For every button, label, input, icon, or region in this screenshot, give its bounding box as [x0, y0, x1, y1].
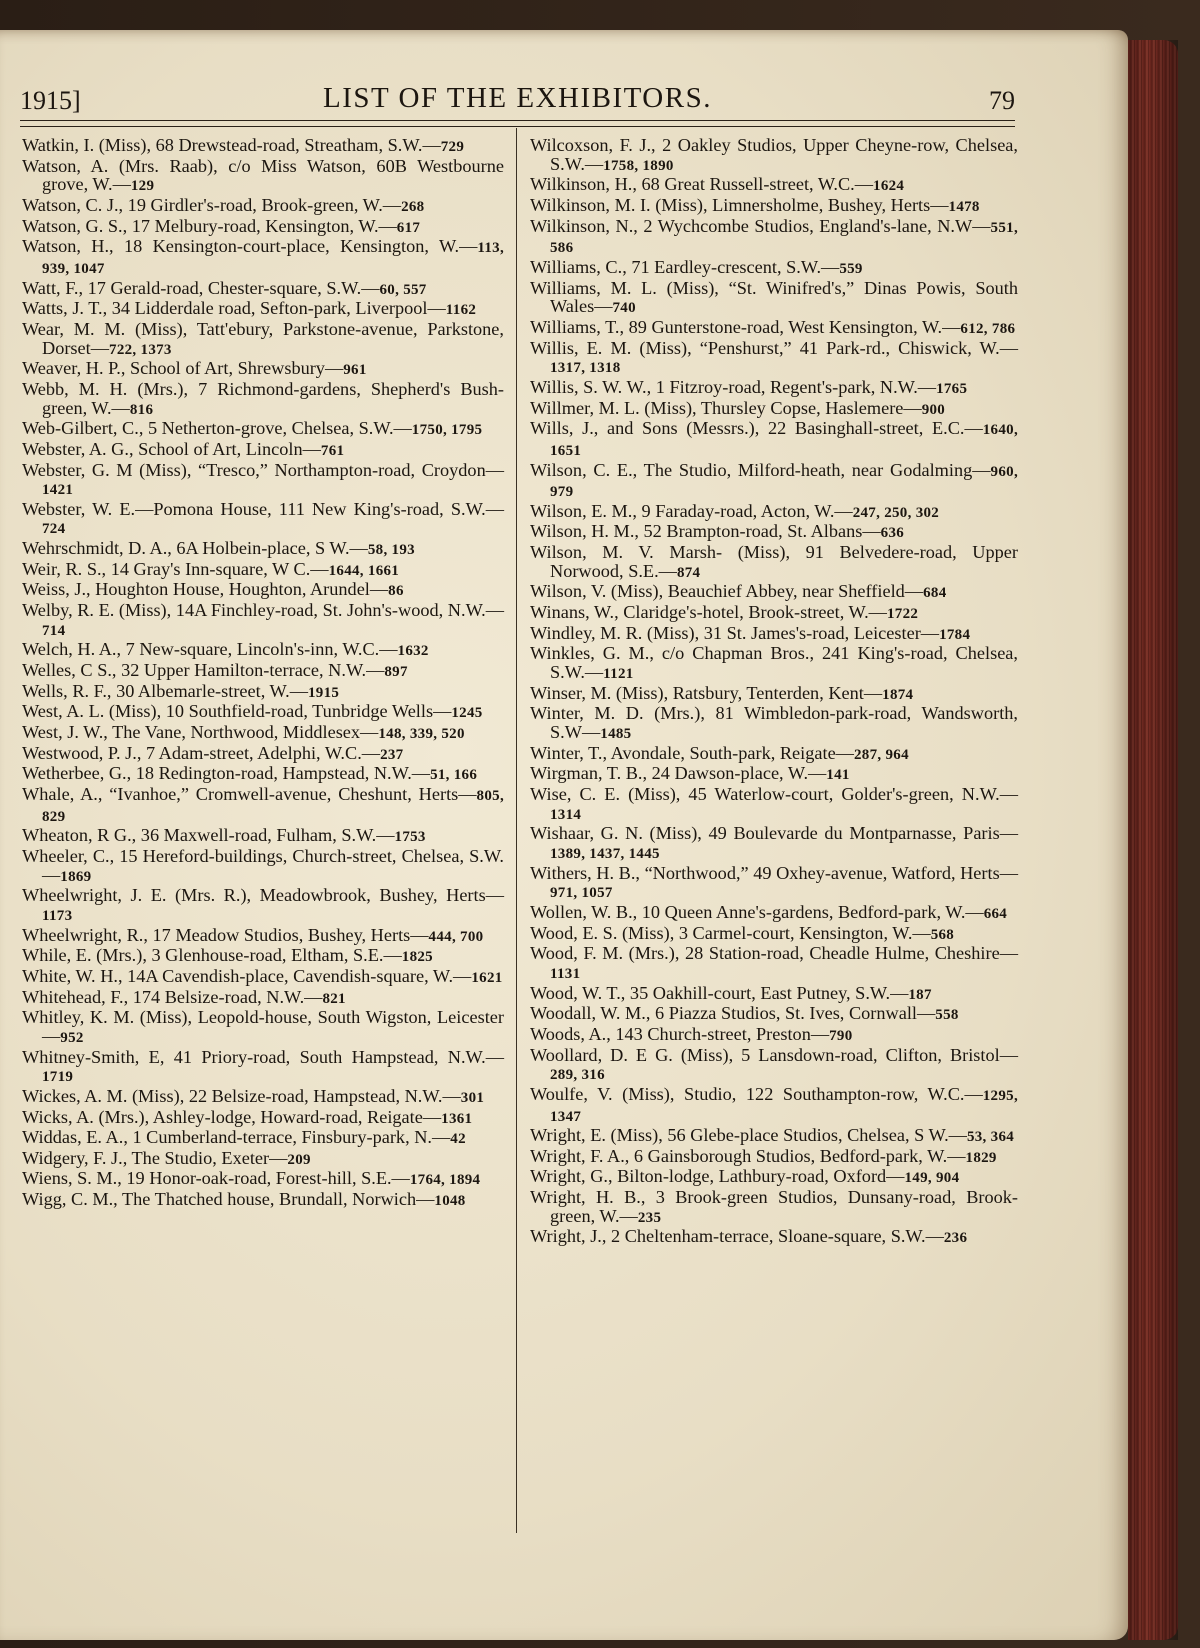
exhibit-numbers: 1173: [42, 907, 73, 924]
exhibitor-entry: [22, 640, 504, 661]
exhibitor-entry: [22, 136, 504, 157]
exhibitor-entry: [22, 461, 504, 500]
exhibitor-entry: [22, 847, 504, 886]
exhibitor-address: Watt, F., 17 Gerald-road, Chester-square, S.W.—: [22, 277, 380, 298]
exhibitor-address: Wright, J., 2 Cheltenham-terrace, Sloane-square, S.W.—: [530, 1226, 944, 1247]
exhibitor-entry: [530, 502, 1018, 523]
exhibitor-entry: [22, 988, 504, 1009]
exhibit-numbers: 209: [287, 1151, 311, 1168]
exhibitor-entry: [530, 175, 1018, 196]
exhibit-numbers: 1719: [42, 1069, 74, 1086]
exhibit-numbers: 53, 364: [966, 1129, 1015, 1146]
exhibitor-address: Wilkinson, M. I. (Miss), Limnersholme, Bushey, Herts—: [530, 194, 949, 215]
exhibitor-entry: [530, 522, 1018, 543]
exhibitor-address: Web-Gilbert, C., 5 Netherton-grove, Chelsea, S.W.—: [22, 418, 412, 439]
exhibit-numbers: 1784: [939, 626, 971, 643]
exhibitor-entry: [530, 1126, 1018, 1147]
exhibit-numbers: 664: [983, 905, 1008, 922]
exhibitor-entry: [22, 380, 504, 419]
exhibit-numbers: 1295, 1347: [550, 1087, 1018, 1125]
exhibitor-address: Wilson, H. M., 52 Brampton-road, St. Albans—: [530, 521, 881, 542]
exhibitor-entry: [22, 826, 504, 847]
exhibitor-address: Watson, G. S., 17 Melbury-road, Kensington, W.—: [22, 215, 397, 236]
exhibit-numbers: 1162: [445, 302, 477, 319]
exhibitor-address: Wigg, C. M., The Thatched house, Brundall, Norwich—: [22, 1189, 435, 1210]
exhibit-numbers: 444, 700: [428, 928, 484, 945]
exhibitor-entry: [22, 299, 504, 320]
exhibit-numbers: 551, 586: [550, 219, 1018, 257]
exhibitor-address: Weir, R. S., 14 Gray's Inn-square, W C.—: [22, 558, 329, 579]
exhibit-numbers: 900: [921, 401, 946, 418]
page-header: [20, 50, 1015, 115]
exhibit-numbers: 237: [380, 746, 404, 763]
exhibit-numbers: 636: [880, 525, 905, 542]
exhibit-numbers: 1874: [882, 686, 914, 703]
exhibitor-address: Webster, A. G., School of Art, Lincoln—: [22, 438, 321, 459]
exhibit-numbers: 558: [935, 1007, 959, 1024]
exhibitor-address: Webster, G. M (Miss), “Tresco,” Northampton-road, Croydon—: [22, 459, 504, 480]
exhibitor-entry: [530, 543, 1018, 582]
exhibitor-address: Widgery, F. J., The Studio, Exeter—: [22, 1147, 288, 1168]
exhibitor-entry: [530, 764, 1018, 785]
exhibitor-address: Winkles, G. M., c/o Chapman Bros., 241 King's-road, Chelsea, S.W.—: [530, 643, 1018, 683]
exhibitor-entry: [530, 624, 1018, 645]
exhibitor-entry: [22, 580, 504, 601]
exhibitor-entry: [22, 661, 504, 682]
exhibit-numbers: 287, 964: [853, 746, 909, 763]
right-column: [530, 136, 1018, 1248]
exhibitor-address: Wilkinson, N., 2 Wychcombe Studios, England's-lane, N.W—: [530, 215, 991, 236]
exhibitor-entry: [530, 217, 1018, 258]
exhibitor-address: Wiens, S. M., 19 Honor-oak-road, Forest-hill, S.E.—: [22, 1168, 410, 1189]
exhibitor-address: Wright, G., Bilton-lodge, Lathbury-road, Oxford—: [530, 1166, 905, 1187]
exhibit-numbers: 971, 1057: [550, 885, 613, 902]
exhibitor-entry: [22, 601, 504, 640]
exhibit-numbers: 1722: [886, 606, 919, 623]
exhibit-numbers: 1869: [60, 868, 92, 885]
exhibitor-entry: [22, 967, 504, 988]
exhibitor-address: Whale, A., “Ivanhoe,” Cromwell-avenue, Cheshunt, Herts—: [22, 784, 477, 804]
exhibitor-entry: [22, 560, 504, 581]
exhibitor-entry: [22, 1149, 504, 1170]
exhibitor-entry: [530, 339, 1018, 378]
exhibitor-address: Watson, A. (Mrs. Raab), c/o Miss Watson, 60B Westbourne grove, W.—: [22, 155, 504, 195]
exhibitor-entry: [22, 744, 504, 765]
exhibitor-address: Whitley, K. M. (Miss), Leopold-house, South Wigston, Leicester—: [22, 1007, 504, 1046]
exhibitor-address: Wickes, A. M. (Miss), 22 Belsize-road, Hampstead, N.W.—: [22, 1085, 461, 1106]
exhibitor-entry: [22, 946, 504, 967]
exhibitor-address: Westwood, P. J., 7 Adam-street, Adelphi, W.C.—: [22, 742, 381, 763]
exhibitor-address: Wilkinson, H., 68 Great Russell-street, W.C.—: [530, 174, 874, 195]
exhibit-numbers: 559: [839, 260, 863, 277]
exhibitor-address: Winans, W., Claridge's-hotel, Brook-street, W.—: [530, 602, 887, 623]
exhibit-numbers: 1131: [550, 965, 581, 982]
exhibitor-address: Wetherbee, G., 18 Redington-road, Hampstead, N.W.—: [22, 763, 431, 784]
exhibit-numbers: 961: [343, 362, 367, 379]
exhibitor-address: Windley, M. R. (Miss), 31 St. James's-road, Leicester—: [530, 622, 940, 643]
exhibit-numbers: 1245: [451, 705, 483, 722]
exhibit-numbers: 60, 557: [379, 281, 427, 298]
exhibitor-address: Watson, H., 18 Kensington-court-place, Kensington, W.—: [22, 236, 478, 257]
exhibitor-address: Wood, W. T., 35 Oakhill-court, East Putney, S.W.—: [530, 982, 909, 1003]
exhibitor-address: Wright, F. A., 6 Gainsborough Studios, Bedford-park, W.—: [530, 1145, 966, 1166]
exhibitor-entry: [530, 704, 1018, 743]
exhibitor-entry: [530, 944, 1018, 983]
exhibit-numbers: 1829: [965, 1149, 997, 1166]
exhibitor-address: Wheaton, R G., 36 Maxwell-road, Fulham, S.W.—: [22, 825, 395, 846]
exhibit-numbers: 289, 316: [550, 1067, 605, 1084]
exhibitor-address: Withers, H. B., “Northwood,” 49 Oxhey-avenue, Watford, Herts—: [530, 862, 1018, 883]
exhibitor-address: Wise, C. E. (Miss), 45 Waterlow-court, Golder's-green, N.W.—: [530, 784, 1018, 804]
exhibitor-address: Wells, R. F., 30 Albemarle-street, W.—: [22, 680, 308, 701]
exhibitor-address: Winter, T., Avondale, South-park, Reigate—: [530, 742, 854, 763]
exhibit-numbers: 149, 904: [904, 1170, 960, 1187]
exhibit-numbers: 141: [826, 767, 850, 784]
exhibitor-entry: [530, 1167, 1018, 1188]
exhibit-numbers: 714: [42, 622, 66, 639]
exhibitor-address: Welles, C S., 32 Upper Hamilton-terrace, N.W.—: [22, 660, 385, 681]
exhibit-numbers: 148, 339, 520: [378, 726, 465, 743]
exhibit-numbers: 1048: [434, 1193, 466, 1210]
exhibit-numbers: 617: [396, 219, 421, 236]
exhibit-numbers: 113, 939, 1047: [42, 240, 504, 277]
exhibitor-entry: [22, 1108, 504, 1129]
exhibit-numbers: 236: [943, 1230, 968, 1247]
exhibitor-address: Watts, J. T., 34 Lidderdale road, Sefton-park, Liverpool—: [22, 298, 446, 319]
exhibit-numbers: 1765: [936, 380, 968, 397]
exhibitor-entry: [530, 1227, 1018, 1248]
exhibit-numbers: 58, 193: [367, 542, 415, 559]
exhibitor-entry: [530, 684, 1018, 705]
exhibitor-address: West, A. L. (Miss), 10 Southfield-road, Tunbridge Wells—: [22, 701, 452, 722]
exhibitor-entry: [530, 1147, 1018, 1168]
exhibitor-entry: [22, 279, 504, 300]
exhibitor-address: Woodall, W. M., 6 Piazza Studios, St. Ives, Cornwall—: [530, 1003, 936, 1024]
exhibitor-address: Wheelwright, J. E. (Mrs. R.), Meadowbrook, Bushey, Herts—: [22, 885, 504, 906]
exhibitor-entry: [22, 359, 504, 380]
exhibitor-entry: [530, 824, 1018, 863]
exhibitor-entry: [22, 440, 504, 461]
exhibitor-entry: [22, 217, 504, 238]
exhibitor-address: Willis, E. M. (Miss), “Penshurst,” 41 Park-rd., Chiswick, W.—: [530, 337, 1018, 358]
exhibitor-address: Wicks, A. (Mrs.), Ashley-lodge, Howard-road, Reigate—: [22, 1106, 442, 1127]
exhibitor-entry: [530, 196, 1018, 217]
exhibit-numbers: 1758, 1890: [603, 157, 674, 174]
exhibitor-address: Wear, M. M. (Miss), Tatt'ebury, Parkstone-avenue, Parkstone, Dorset—: [22, 318, 504, 358]
exhibit-numbers: 1753: [394, 829, 426, 846]
exhibit-numbers: 612, 786: [960, 320, 1016, 337]
exhibit-numbers: 1361: [441, 1110, 473, 1127]
exhibitor-address: Widdas, E. A., 1 Cumberland-terrace, Finsbury-park, N.—: [22, 1127, 451, 1148]
exhibitor-address: Webster, W. E.—Pomona House, 111 New King's-road, S.W.—: [22, 498, 504, 519]
exhibitor-address: Willis, S. W. W., 1 Fitzroy-road, Regent's-park, N.W.—: [530, 376, 937, 397]
exhibitor-entry: [22, 1087, 504, 1108]
exhibitor-address: Wishaar, G. N. (Miss), 49 Boulevarde du Montparnasse, Paris—: [530, 823, 1018, 844]
exhibitor-entry: [530, 1085, 1018, 1126]
exhibitor-address: Weiss, J., Houghton House, Houghton, Arundel—: [22, 579, 389, 600]
exhibit-numbers: 761: [320, 442, 345, 459]
exhibitor-address: Wood, E. S. (Miss), 3 Carmel-court, Kensington, W.—: [530, 922, 931, 943]
exhibitor-entry: [530, 864, 1018, 903]
exhibit-numbers: 1825: [401, 949, 433, 966]
header-rule-thin: [20, 126, 1015, 127]
exhibit-numbers: 42: [450, 1131, 466, 1148]
exhibitor-entry: [530, 1046, 1018, 1085]
exhibitor-address: Webb, M. H. (Mrs.), 7 Richmond-gardens, Shepherd's Bush-green, W.—: [22, 378, 504, 418]
exhibit-numbers: 684: [923, 585, 947, 602]
exhibitor-address: Whitehead, F., 174 Belsize-road, N.W.—: [22, 986, 323, 1007]
exhibitor-address: Wollen, W. B., 10 Queen Anne's-gardens, Bedford-park, W.—: [530, 901, 984, 922]
exhibit-numbers: 724: [42, 521, 66, 538]
exhibitor-address: Watkin, I. (Miss), 68 Drewstead-road, Streatham, S.W.—: [22, 135, 441, 155]
exhibit-numbers: 1915: [307, 684, 340, 701]
exhibit-numbers: 235: [637, 1209, 662, 1226]
exhibitor-address: Wright, E. (Miss), 56 Glebe-place Studios, Chelsea, S W.—: [530, 1125, 967, 1146]
exhibitor-address: Wehrschmidt, D. A., 6A Holbein-place, S W.—: [22, 538, 368, 559]
exhibitor-address: Williams, M. L. (Miss), “St. Winifred's,” Dinas Powis, South Wales—: [530, 277, 1018, 317]
exhibit-numbers: 1624: [873, 178, 905, 195]
exhibit-numbers: 129: [130, 178, 155, 195]
exhibitor-address: Whitney-Smith, E, 41 Priory-road, South Hampstead, N.W.—: [22, 1046, 504, 1067]
exhibit-numbers: 1317, 1318: [550, 360, 621, 377]
exhibitor-entry: [530, 603, 1018, 624]
exhibitor-entry: [530, 461, 1018, 502]
exhibitor-entry: [530, 785, 1018, 824]
exhibitor-entry: [530, 984, 1018, 1005]
exhibit-numbers: 568: [930, 926, 955, 943]
exhibitor-entry: [22, 702, 504, 723]
exhibit-numbers: 1640, 1651: [550, 422, 1018, 459]
exhibitor-address: While, E. (Mrs.), 3 Glenhouse-road, Eltham, S.E.—: [22, 945, 402, 966]
exhibitor-entry: [530, 582, 1018, 603]
exhibitor-entry: [530, 1004, 1018, 1025]
exhibitor-entry: [530, 136, 1018, 175]
exhibit-numbers: 51, 166: [430, 767, 478, 784]
exhibitor-entry: [530, 924, 1018, 945]
exhibitor-address: Wills, J., and Sons (Messrs.), 22 Basinghall-street, E.C.—: [530, 418, 983, 439]
exhibitor-entry: [22, 723, 504, 744]
exhibit-numbers: 821: [322, 990, 346, 1007]
exhibitor-entry: [22, 237, 504, 278]
exhibitor-address: Woollard, D. E G. (Miss), 5 Lansdown-road, Clifton, Bristol—: [530, 1044, 1018, 1065]
exhibit-numbers: 1389, 1437, 1445: [550, 845, 660, 862]
exhibit-numbers: 86: [388, 583, 404, 600]
exhibit-numbers: 816: [129, 401, 154, 418]
exhibitor-entry: [22, 926, 504, 947]
exhibitor-entry: [530, 258, 1018, 279]
exhibitor-entry: [22, 419, 504, 440]
exhibitor-entry: [530, 1025, 1018, 1046]
exhibit-numbers: 187: [908, 986, 932, 1003]
column-divider: [516, 128, 517, 1533]
exhibitor-address: Welby, R. E. (Miss), 14A Finchley-road, St. John's-wood, N.W.—: [22, 600, 504, 621]
exhibitor-address: Woods, A., 143 Church-street, Preston—: [530, 1023, 830, 1044]
exhibitor-entry: [22, 320, 504, 359]
exhibitor-address: Wilcoxson, F. J., 2 Oakley Studios, Upper Cheyne-row, Chelsea, S.W.—: [530, 135, 1018, 174]
exhibit-numbers: 874: [676, 564, 701, 581]
exhibit-numbers: 897: [384, 664, 408, 681]
exhibitor-entry: [22, 500, 504, 539]
page-title: LIST OF THE EXHIBITORS.: [323, 82, 712, 114]
exhibitor-address: West, J. W., The Vane, Northwood, Middlesex—: [22, 722, 379, 743]
exhibit-numbers: 952: [60, 1029, 84, 1046]
exhibitor-entry: [530, 419, 1018, 460]
exhibitor-entry: [22, 196, 504, 217]
exhibitor-entry: [22, 764, 504, 785]
exhibitor-address: Wheelwright, R., 17 Meadow Studios, Bushey, Herts—: [22, 924, 429, 945]
exhibitor-address: Willmer, M. L. (Miss), Thursley Copse, Haslemere—: [530, 397, 922, 418]
exhibit-numbers: 1314: [550, 806, 582, 823]
exhibit-numbers: 740: [612, 300, 636, 317]
exhibit-numbers: 1485: [600, 726, 632, 743]
exhibitor-address: Wood, F. M. (Mrs.), 28 Station-road, Cheadle Hulme, Cheshire—: [530, 943, 1018, 964]
exhibitor-address: Wilson, V. (Miss), Beauchief Abbey, near Sheffield—: [530, 581, 924, 602]
exhibit-numbers: 805, 829: [42, 788, 504, 825]
exhibitor-address: Wilson, C. E., The Studio, Milford-heath, near Godalming—: [530, 459, 991, 480]
exhibitor-address: Wilson, M. V. Marsh- (Miss), 91 Belvedere-road, Upper Norwood, S.E.—: [530, 542, 1018, 581]
exhibitor-entry: [530, 903, 1018, 924]
exhibitor-entry: [22, 1048, 504, 1087]
exhibit-numbers: 722, 1373: [109, 341, 172, 358]
exhibitor-address: Wirgman, T. B., 24 Dawson-place, W.—: [530, 763, 827, 784]
exhibitor-address: Watson, C. J., 19 Girdler's-road, Brook-green, W.—: [22, 194, 402, 215]
exhibit-numbers: 1764, 1894: [409, 1172, 481, 1189]
exhibitor-entry: [530, 279, 1018, 318]
exhibitor-address: Williams, C., 71 Eardley-crescent, S.W.—: [530, 256, 840, 277]
exhibitor-entry: [22, 1169, 504, 1190]
exhibitor-entry: [22, 886, 504, 925]
exhibit-numbers: 729: [440, 139, 465, 155]
exhibitor-entry: [22, 1128, 504, 1149]
exhibitor-entry: [22, 157, 504, 196]
exhibitor-address: Winter, M. D. (Mrs.), 81 Wimbledon-park-road, Wandsworth, S.W—: [530, 703, 1018, 743]
left-column: [22, 136, 504, 1211]
exhibitor-entry: [22, 785, 504, 826]
exhibitor-entry: [530, 318, 1018, 339]
exhibit-numbers: 268: [401, 198, 425, 215]
exhibit-numbers: 790: [829, 1027, 853, 1044]
exhibitor-address: White, W. H., 14A Cavendish-place, Cavendish-square, W.—: [22, 965, 472, 986]
exhibit-numbers: 1632: [397, 643, 429, 660]
page-edge: [1128, 40, 1178, 1640]
exhibit-numbers: 1478: [948, 198, 980, 215]
header-year: 1915]: [20, 86, 81, 115]
exhibit-numbers: 1121: [603, 666, 634, 683]
exhibitor-entry: [530, 378, 1018, 399]
exhibit-numbers: 301: [460, 1089, 485, 1106]
exhibitor-address: Winser, M. (Miss), Ratsbury, Tenterden, Kent—: [530, 682, 883, 703]
exhibitor-entry: [22, 539, 504, 560]
exhibitor-entry: [530, 399, 1018, 420]
exhibitor-address: Wheeler, C., 15 Hereford-buildings, Church-street, Chelsea, S.W.—: [22, 845, 504, 885]
exhibit-numbers: 1750, 1795: [411, 422, 483, 439]
exhibitor-entry: [22, 1190, 504, 1211]
exhibitor-address: Wright, H. B., 3 Brook-green Studios, Dunsany-road, Brook-green, W.—: [530, 1187, 1018, 1226]
exhibitor-address: Woulfe, V. (Miss), Studio, 122 Southampton-row, W.C.—: [530, 1083, 983, 1104]
exhibitor-entry: [22, 1008, 504, 1047]
exhibit-numbers: 1621: [471, 969, 503, 986]
exhibit-numbers: 960, 979: [550, 463, 1018, 501]
exhibitor-entry: [530, 1188, 1018, 1227]
exhibitor-entry: [530, 744, 1018, 765]
exhibitor-address: Wilson, E. M., 9 Faraday-road, Acton, W.—: [530, 500, 853, 521]
page-number: 79: [989, 86, 1015, 115]
header-rule: [20, 120, 1015, 121]
exhibit-numbers: 1644, 1661: [328, 562, 400, 579]
exhibitor-entry: [22, 682, 504, 703]
exhibit-numbers: 247, 250, 302: [852, 504, 940, 521]
exhibitor-address: Welch, H. A., 7 New-square, Lincoln's-inn, W.C.—: [22, 639, 398, 660]
exhibit-numbers: 1421: [42, 482, 74, 499]
exhibitor-address: Weaver, H. P., School of Art, Shrewsbury—: [22, 358, 344, 379]
exhibitor-address: Williams, T., 89 Gunterstone-road, West Kensington, W.—: [530, 316, 961, 337]
exhibitor-entry: [530, 644, 1018, 683]
